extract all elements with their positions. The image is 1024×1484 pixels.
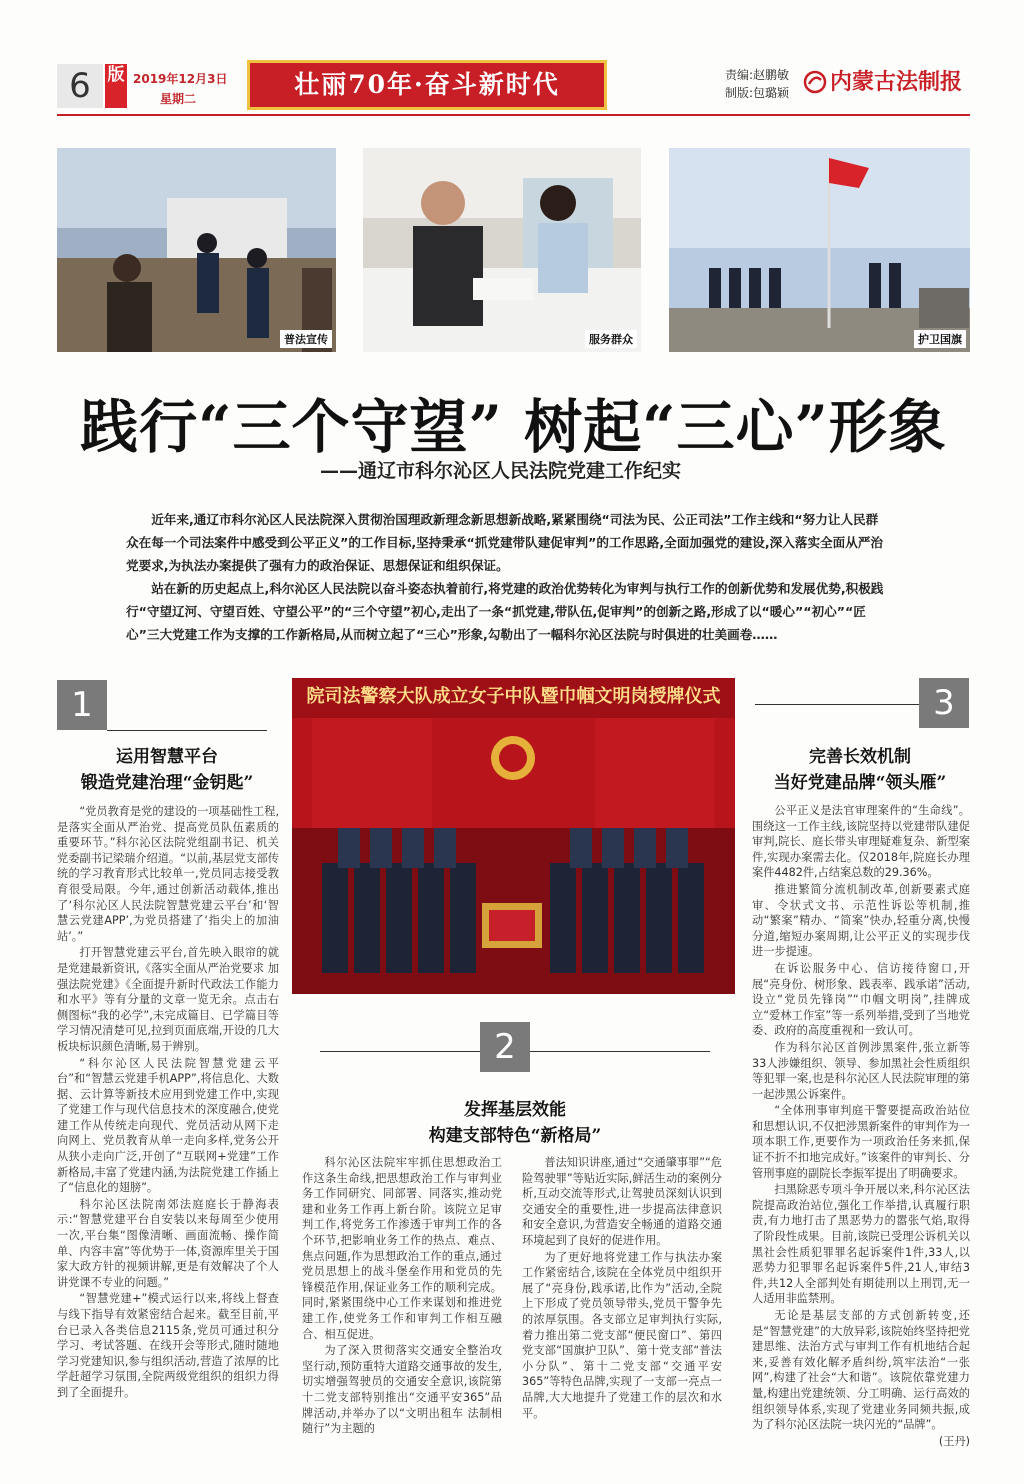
- body-paragraph: 科尔沁区法院牢牢抓住思想政治工作这条生命线,把思想政治工作与审判业务工作同研究、同部署、同落实,推动党建和业务工作再上新台阶。该院立足审判工作,将党务工作渗透于审判工作的各个环节,把影响业务工作的热点、难点、焦点问题,作为思想政治工作的重点,通过党员思想上的战斗堡垒作用和党员的先锋模范作用,保证业务工作的顺利完成。同时,紧紧围绕中心工作来谋划和推进党建工作,使党务工作和审判工作相互融合、相互促进。: [302, 1156, 502, 1341]
- ceremony-banner-text: 院司法警察大队成立女子中队暨巾帼文明岗授牌仪式: [306, 686, 721, 707]
- photo-guarding-flag: [669, 148, 970, 352]
- section-title-line: 运用智慧平台: [116, 747, 218, 767]
- section-title-line: 发挥基层效能: [464, 1100, 566, 1120]
- section-3-body: [752, 803, 970, 1449]
- photo-serving-public-image: [363, 148, 641, 352]
- photo-caption: 服务群众: [585, 330, 637, 348]
- issue-date: 2019年12月3日: [133, 72, 228, 86]
- photo-law-promotion-image: [57, 148, 336, 352]
- section-2-body-col-b: [522, 1155, 722, 1422]
- section-2-body-col-a: [302, 1155, 502, 1438]
- body-paragraph: 推进繁简分流机制改革,创新要素式庭审、令状式文书、示范性诉讼等机制,推动“繁案”精办、“简案”快办,轻重分离,快慢分道,缩短办案周期,让公平正义的实现步伐进一步提速。: [752, 882, 970, 959]
- section-title-line: 完善长效机制: [809, 747, 911, 767]
- body-paragraph: 扫黑除恶专项斗争开展以来,科尔沁区法院提高政治站位,强化工作举措,认真履行职责,有力地打击了黑恶势力的嚣张气焰,取得了阶段性成果。目前,该院已受理公诉机关以黑社会性质犯罪罪名起诉案件1件,33人,以恶势力犯罪罪名起诉案件5件,21人,审结3件,共12人全部判处有期徒刑以上刑罚,无一人适用非监禁刑。: [752, 1183, 970, 1306]
- body-paragraph: 公平正义是法官审理案件的“生命线”。围绕这一工作主线,该院坚持以党建带队建促审判,院长、庭长带头审理疑难复杂、新型案件,实现办案需去化。仅2018年,院庭长办理案件4482件,占结案总数的29.36%。: [752, 804, 970, 880]
- section-divider: [320, 1051, 480, 1052]
- section-divider: [530, 1051, 710, 1052]
- article-headline: 践行“三个守望” 树起“三心”形象: [80, 393, 947, 461]
- body-paragraph: 科尔沁区法院南郊法庭庭长于静海表示:“智慧党建平台自安装以来每周至少使用一次,平台集“图像清晰、画面流畅、操作简单、内容丰富”等优势于一体,资源库里关于国家大政方针的视频讲解,更是有效解决了个人讲党课不专业的问题。”: [57, 1197, 279, 1289]
- section-2-title: [390, 1097, 640, 1149]
- article-intro: [126, 508, 886, 646]
- section-title-line: 构建支部特色“新格局”: [428, 1126, 602, 1146]
- body-paragraph: “智慧党建+”模式运行以来,将线上督查与线下指导有效紧密结合起来。截至目前,平台已录入各类信息2115条,党员可通过积分学习、考试答题、在线开会等形式,随时随地学习党建知识,参与组织活动,营造了浓厚的比学赶超学习氛围,全院两级党组织的组织力得到了全面提升。: [57, 1292, 279, 1399]
- photo-caption: 普法宣传: [280, 330, 332, 348]
- editor-credits: [725, 66, 789, 102]
- editor-line: 责编:赵鹏敏: [725, 68, 790, 82]
- intro-paragraph: 站在新的历史起点上,科尔沁区人民法院以奋斗姿态执着前行,将党建的政治优势转化为审判与执行工作的创新优势和发展优势,积极践行“守望辽河、守望百姓、守望公平”的“三个守望”初心,走出了一条“抓党建,带队伍,促审判”的创新之路,形成了以“暖心”“初心”“匠心”三大党建工作为支撑的工作新格局,从而树立起了“三心”形象,勾勒出了一幅科尔沁区法院与时俱进的壮美画卷……: [126, 581, 884, 642]
- section-number-1: 1: [57, 680, 107, 730]
- intro-paragraph: 近年来,通辽市科尔沁区人民法院深入贯彻治国理政新理念新思想新战略,紧紧围绕“司法为民、公正司法”工作主线和“努力让人民群众在每一个司法案件中感受到公平正义”的工作目标,坚持秉承“抓党建带队建促审判”的工作思路,全面加强党的建设,深入落实全面从严治党要求,为执法办案提供了强有力的政治保证、思想保证和组织保证。: [126, 512, 884, 573]
- author-signature: (王丹): [938, 1434, 970, 1448]
- photo-law-promotion: [57, 148, 336, 352]
- newspaper-logo-icon: [803, 70, 827, 94]
- body-paragraph: “科尔沁区人民法院智慧党建云平台”和“智慧云党建手机APP”,将信息化、大数据、云计算等新技术应用到党建工作中,实现了党建工作与现代信息技术的深度融合,使党建工作从传统走向现代、党员活动从网下走向网上、党员教育从单一走向多样,党务公开从狭小走向广泛,开创了“互联网+党建”工作新格局,丰富了党建内涵,为法院党建工作插上了“信息化的翅膀”。: [57, 1056, 279, 1195]
- section-banner: 壮丽70年·奋斗新时代: [247, 60, 607, 110]
- header-rule: [57, 114, 970, 116]
- body-paragraph: 在诉讼服务中心、信访接待窗口,开展“亮身份、树形象、践表率、践承诺”活动,设立“党员先锋岗”“巾帼文明岗”,挂牌成立“爱林工作室”等一系列举措,受到了当地党委、政府的高度重视和一致认可。: [752, 961, 970, 1038]
- layout-editor-line: 制版:包璐颖: [725, 86, 790, 100]
- section-1-title: [57, 744, 277, 796]
- body-paragraph: 普法知识讲座,通过“交通肇事罪”“危险驾驶罪”等贴近实际,鲜活生动的案例分析,互动交流等形式,让驾驶员深刻认识到交通安全的重要性,进一步提高法律意识和安全意识,为营造安全畅通的道路交通环境起到了良好的促进作用。: [522, 1156, 722, 1247]
- page-label: 版: [105, 64, 127, 108]
- body-paragraph: 为了更好地将党建工作与执法办案工作紧密结合,该院在全体党员中组织开展了“亮身份,践承诺,比作为”活动,全院上下形成了党员领导带头,党员干警争先的浓厚氛围。各支部立足审判执行实际,着力推出第二党支部“便民窗口”、第四党支部“国旗护卫队”、第十党支部“普法小分队”、第十二党支部“交通平安365”等特色品牌,实现了一支部一亮点一品牌,大大地提升了党建工作的层次和水平。: [522, 1250, 722, 1420]
- photo-serving-public: [363, 148, 641, 352]
- body-paragraph: 打开智慧党建云平台,首先映入眼帘的就是党建最新资讯,《落实全面从严治党要求 加强法院党建》《全面提升新时代政法工作能力和水平》等有分量的文章一览无余。点击右侧图标“我的必学”,未完成篇目、已学篇目等学习情况清楚可见,拉到页面底端,开设的几大板块标识颜色清晰,易于辨别。: [57, 946, 279, 1053]
- page-number: 6: [57, 64, 103, 108]
- body-paragraph: 为了深入贯彻落实交通安全整治攻坚行动,预防重特大道路交通事故的发生,切实增强驾驶员的交通安全意识,该院第十二党支部特别推出“交通平安365”品牌活动,并举办了以“文明出租车 法制相随行”为主题的: [302, 1344, 502, 1436]
- body-paragraph: 作为科尔沁区首例涉黑案件,张立新等33人涉嫌组织、领导、参加黑社会性质组织等犯罪一案,也是科尔沁区人民法院审理的第一起涉黑公诉案件。: [752, 1040, 970, 1101]
- body-paragraph: “党员教育是党的建设的一项基础性工程,是落实全面从严治党、提高党员队伍素质的重要环节。”科尔沁区法院党组副书记、机关党委副书记梁瑞介绍道。“以前,基层党支部传统的学习教育形式比较单一,党员同志接受教育很受局限。今年,通过创新活动载体,推出了‘科尔沁区人民法院智慧党建云平台’和‘智慧云党建APP’,为党员搭建了‘指尖上的加油站’。”: [57, 805, 279, 943]
- section-title-line: 锻造党建治理“金钥匙”: [80, 773, 254, 793]
- section-divider: [755, 704, 919, 705]
- section-number-3: 3: [919, 678, 969, 728]
- body-paragraph: “全体刑事审判庭干警要提高政治站位和思想认识,不仅把涉黑新案件的审判作为一项本职工作,更要作为一项政治任务来抓,保证不折不扣地完成好。”该案件的审判长、分管刑事庭的副院长李振军提出了明确要求。: [752, 1104, 970, 1180]
- photo-ceremony: [292, 678, 735, 994]
- section-3-title: [750, 744, 970, 796]
- article-subheadline: ——通辽市科尔沁区人民法院党建工作纪实: [320, 460, 682, 482]
- section-1-body: [57, 804, 279, 1402]
- section-divider: [107, 730, 267, 731]
- newspaper-name: 内蒙古法制报: [830, 69, 963, 95]
- section-number-2: 2: [480, 1022, 530, 1072]
- photo-ceremony-image: [292, 678, 735, 994]
- body-paragraph: 无论是基层支部的方式创新转变,还是“智慧党建”的大放异彩,该院始终坚持把党建思维、法治方式与审判工作有机地结合起来,妥善有效化解矛盾纠纷,筑牢法治“一张网”,构建了社会“大和谐”。该院依靠党建力量,构建出党建统领、分工明确、运行高效的组织领导体系,实现了党建业务同频共振,成为了科尔沁区法院一块闪光的“品牌”。: [752, 1309, 970, 1432]
- photo-caption: 护卫国旗: [914, 330, 966, 348]
- section-title-line: 当好党建品牌“领头雁”: [773, 773, 947, 793]
- photo-guarding-flag-image: [669, 148, 970, 352]
- issue-weekday: 星期二: [160, 92, 197, 106]
